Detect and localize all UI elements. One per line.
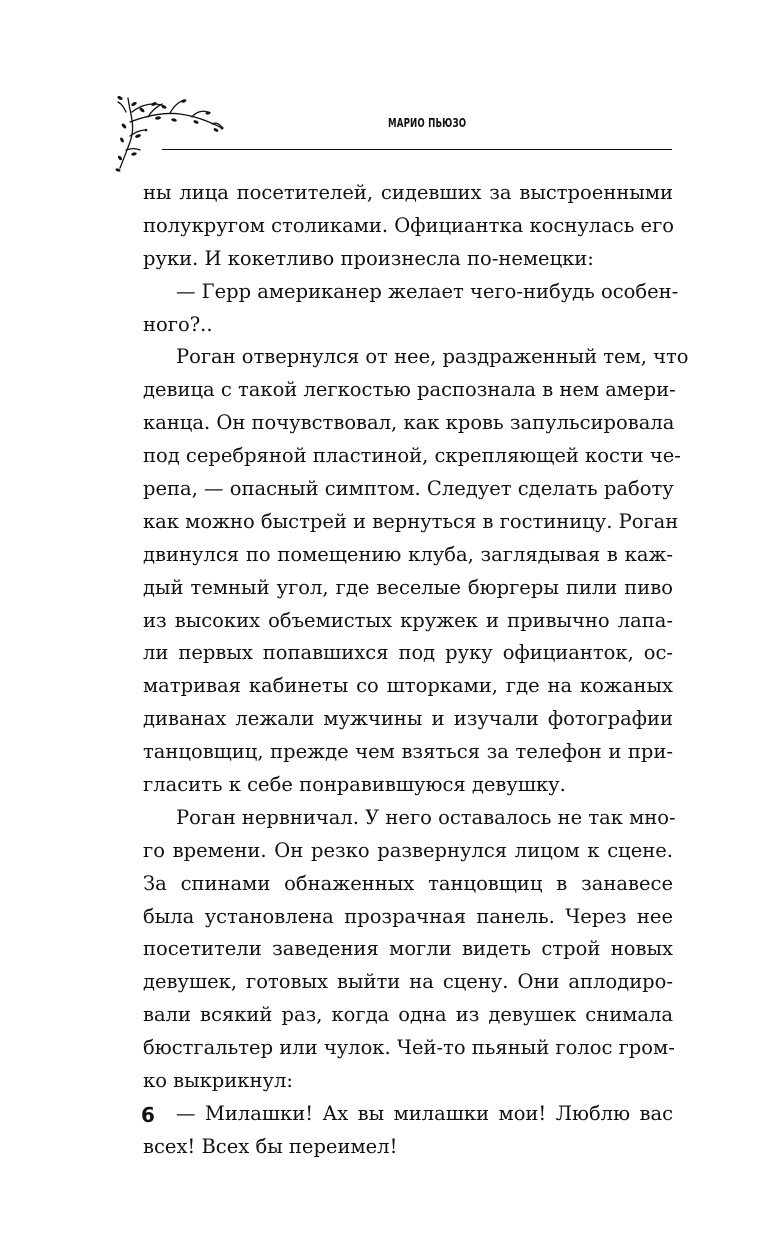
header-divider [162, 149, 672, 150]
text-line: За спинами обнаженных танцовщиц в занавесе [143, 871, 673, 895]
text-line: гласить к себе понравившуюся девушку. [143, 773, 566, 797]
text-line: канца. Он почувствовал, как кровь запульсировала [143, 411, 675, 435]
text-line: руки. И кокетливо произнесла по-немецки: [143, 246, 594, 270]
text-line: — Герр американер желает чего-нибудь особен- [176, 279, 679, 303]
text-line: всех! Всех бы переимел! [143, 1134, 398, 1158]
page-number: 6 [141, 1103, 155, 1127]
text-line: под серебряной пластиной, скрепляющей кости че- [143, 444, 681, 468]
text-line: ко выкрикнул: [143, 1069, 293, 1093]
text-line: репа, — опасный симптом. Следует сделать работу [143, 477, 674, 501]
text-line: дый темный угол, где веселые бюргеры пили пиво [143, 575, 673, 599]
text-line: девица с такой легкостью распознала в нем амери- [143, 378, 676, 402]
text-line: ли первых попавшихся под руку официанток, ос- [143, 641, 673, 665]
text-line: двинулся по помещению клуба, заглядывая в каж- [143, 542, 673, 566]
text-line: как можно быстрей и вернуться в гостиницу. Роган [143, 509, 679, 533]
text-line: вали всякий раз, когда одна из девушек снимала [143, 1003, 673, 1027]
text-line: полукругом столиками. Официантка коснулась его [143, 213, 675, 237]
text-line: бюстгальтер или чулок. Чей-то пьяный голос гром- [143, 1036, 675, 1060]
text-line: из высоких объемистых кружек и привычно лапа- [143, 608, 673, 632]
floral-ornament-icon [112, 92, 228, 174]
running-header-author: МАРИО ПЬЮЗО [388, 116, 467, 130]
text-line: Роган нервничал. У него оставалось не так мно- [176, 805, 676, 829]
text-line: — Милашки! Ах вы милашки мои! Люблю вас [176, 1101, 673, 1125]
text-line: диванах лежали мужчины и изучали фотографии [143, 707, 673, 731]
text-line: Роган отвернулся от нее, раздраженный тем, что [176, 345, 689, 369]
text-line: танцовщиц, прежде чем взяться за телефон и при- [143, 740, 673, 764]
text-line: была установлена прозрачная панель. Через нее [143, 904, 673, 928]
text-line: девушек, готовых выйти на сцену. Они аплодиро- [143, 970, 673, 994]
text-line: матривая кабинеты со шторками, где на кожаных [143, 674, 673, 698]
text-line: го времени. Он резко развернулся лицом к сцене. [143, 838, 673, 862]
text-line: посетители заведения могли видеть строй новых [143, 937, 673, 961]
text-line: ны лица посетителей, сидевших за выстроенными [143, 181, 673, 204]
body-text [143, 177, 689, 1164]
text-line: ного?.. [143, 312, 213, 336]
